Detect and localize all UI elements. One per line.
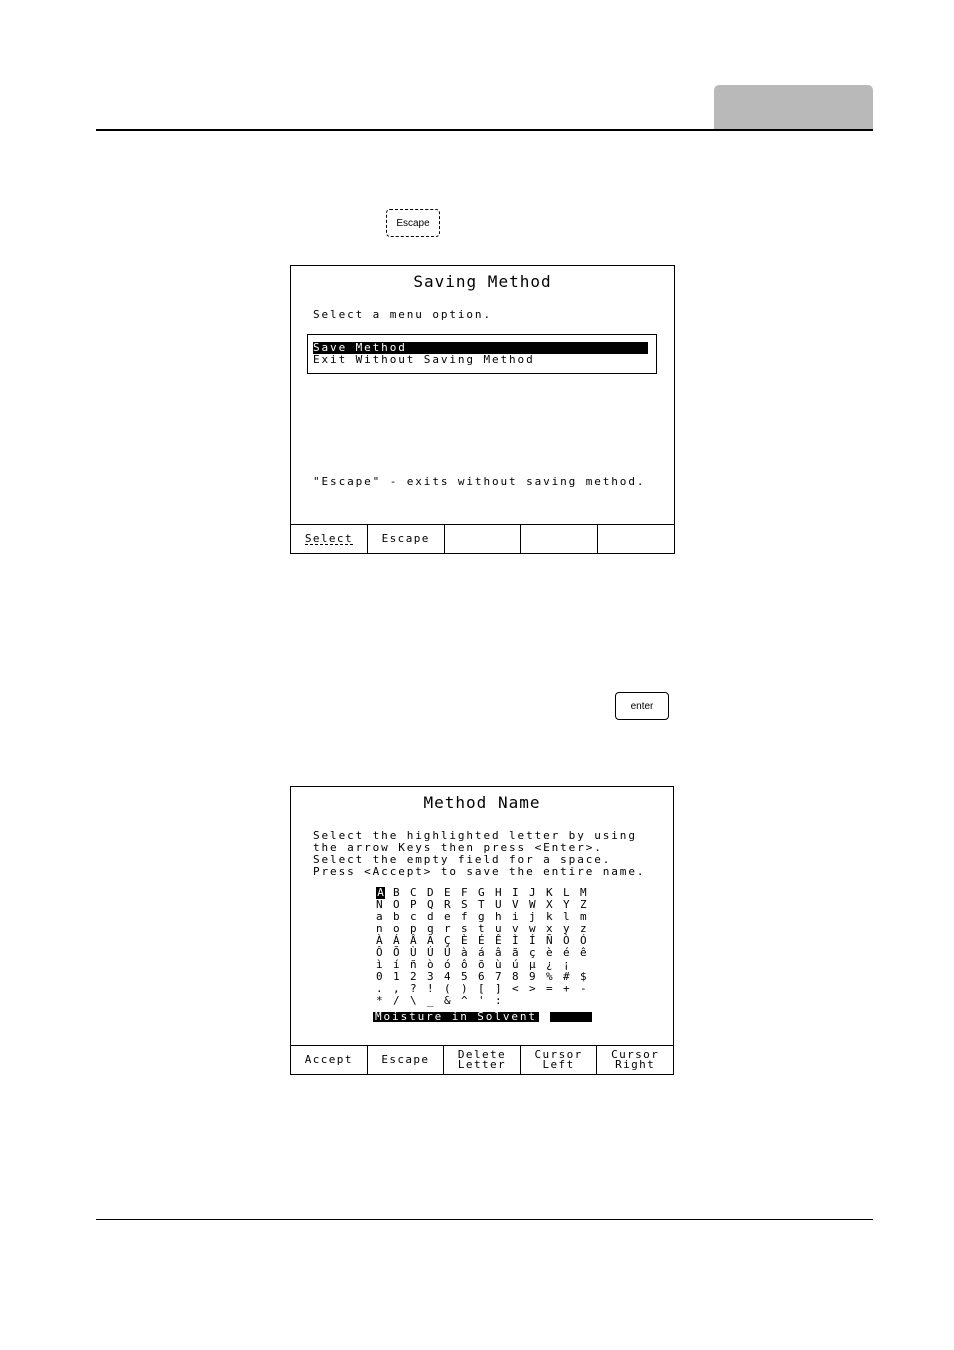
- grid-cell[interactable]: G: [478, 886, 485, 899]
- grid-cell[interactable]: T: [478, 898, 485, 911]
- grid-cell[interactable]: k: [546, 910, 553, 923]
- grid-cell[interactable]: o: [393, 922, 400, 935]
- grid-cell[interactable]: #: [563, 970, 570, 983]
- grid-cell[interactable]: ]: [495, 982, 502, 995]
- grid-cell[interactable]: Ñ: [546, 934, 553, 947]
- grid-cell[interactable]: F: [461, 886, 468, 899]
- grid-cell[interactable]: y: [563, 922, 570, 935]
- grid-cell[interactable]: [529, 995, 546, 1007]
- grid-cell[interactable]: é: [563, 946, 570, 959]
- grid-cell[interactable]: Ù: [410, 946, 417, 959]
- grid-cell[interactable]: [580, 995, 597, 1007]
- grid-cell[interactable]: s: [461, 922, 468, 935]
- grid-cell[interactable]: V: [512, 898, 519, 911]
- grid-cell[interactable]: Ã: [427, 934, 434, 947]
- grid-cell[interactable]: m: [580, 910, 587, 923]
- grid-cell[interactable]: [563, 995, 580, 1007]
- grid-cell[interactable]: *: [376, 994, 383, 1007]
- grid-cell[interactable]: á: [478, 946, 485, 959]
- grid-cell[interactable]: S: [461, 898, 468, 911]
- grid-cell[interactable]: J: [529, 886, 536, 899]
- grid-cell[interactable]: l: [563, 910, 570, 923]
- enter-key-label: enter: [630, 700, 654, 712]
- grid-cell[interactable]: ã: [512, 946, 519, 959]
- grid-cell[interactable]: 6: [478, 970, 485, 983]
- grid-cell[interactable]: q: [427, 922, 434, 935]
- grid-cell[interactable]: 7: [495, 970, 502, 983]
- space-field[interactable]: [550, 1012, 592, 1022]
- grid-cell[interactable]: R: [444, 898, 451, 911]
- instruction-line-3: Select the empty field for a space.: [313, 853, 612, 866]
- softkey-delete-letter[interactable]: Delete Letter: [444, 1046, 521, 1074]
- softkey-accept[interactable]: Accept: [291, 1046, 368, 1074]
- grid-cell[interactable]: N: [376, 898, 383, 911]
- grid-cell[interactable]: r: [444, 922, 451, 935]
- grid-cell[interactable]: c: [410, 910, 417, 923]
- grid-cell[interactable]: /: [393, 994, 400, 1007]
- grid-cell[interactable]: v: [512, 922, 519, 935]
- grid-cell[interactable]: i: [512, 910, 519, 923]
- instruction-line-1: Select the highlighted letter by using: [313, 829, 637, 842]
- grid-cell[interactable]: À: [376, 934, 383, 947]
- grid-cell[interactable]: U: [495, 898, 502, 911]
- menu-list: [307, 334, 657, 374]
- softkey-cursor-left[interactable]: Cursor Left: [521, 1046, 598, 1074]
- grid-cell[interactable]: (: [444, 982, 451, 995]
- grid-cell[interactable]: ú: [512, 958, 519, 971]
- grid-cell[interactable]: t: [478, 922, 485, 935]
- screen-prompt: Select a menu option.: [313, 308, 492, 321]
- grid-cell[interactable]: H: [495, 886, 502, 899]
- grid-cell[interactable]: <: [512, 982, 519, 995]
- grid-cell[interactable]: O: [393, 898, 400, 911]
- character-grid: [376, 887, 597, 1007]
- grid-cell[interactable]: 3: [427, 970, 434, 983]
- grid-cell[interactable]: .: [376, 982, 383, 995]
- grid-cell[interactable]: X: [546, 898, 553, 911]
- grid-cell[interactable]: x: [546, 922, 553, 935]
- grid-cell[interactable]: M: [580, 886, 587, 899]
- instruction-line-2: the arrow Keys then press <Enter>.: [313, 841, 603, 854]
- grid-cell[interactable]: Y: [563, 898, 570, 911]
- grid-cell[interactable]: É: [478, 934, 485, 947]
- grid-cell[interactable]: 5: [461, 970, 468, 983]
- grid-cell[interactable]: ^: [461, 994, 468, 1007]
- grid-cell[interactable]: Í: [529, 934, 536, 947]
- grid-cell[interactable]: Û: [444, 946, 451, 959]
- method-name-screen: [290, 786, 674, 1075]
- grid-cell[interactable]: í: [393, 958, 400, 971]
- softkey-bar: [291, 524, 674, 553]
- grid-cell[interactable]: I: [512, 886, 519, 899]
- softkey-blank-5[interactable]: [598, 525, 674, 553]
- grid-cell[interactable]: [512, 995, 529, 1007]
- grid-cell[interactable]: n: [376, 922, 383, 935]
- softkey-escape[interactable]: Escape: [368, 1046, 445, 1074]
- escape-key-icon: [386, 209, 440, 237]
- grid-cell[interactable]: ç: [529, 946, 536, 959]
- grid-cell[interactable]: z: [580, 922, 587, 935]
- grid-cell[interactable]: Â: [410, 934, 417, 947]
- method-name-field[interactable]: Moisture in Solvent: [375, 1010, 537, 1023]
- grid-cell[interactable]: ?: [410, 982, 417, 995]
- grid-cell[interactable]: à: [461, 946, 468, 959]
- grid-cell[interactable]: ¿: [546, 958, 553, 971]
- grid-cell[interactable]: Ê: [495, 934, 502, 947]
- grid-cell[interactable]: \: [410, 994, 417, 1007]
- grid-cell[interactable]: e: [444, 910, 451, 923]
- grid-cell[interactable]: >: [529, 982, 536, 995]
- escape-key-label: Escape: [396, 217, 430, 229]
- grid-cell[interactable]: 9: [529, 970, 536, 983]
- grid-cell[interactable]: è: [546, 946, 553, 959]
- grid-cell[interactable]: Z: [580, 898, 587, 911]
- enter-key-icon: [615, 692, 669, 720]
- screen-hint: "Escape" - exits without saving method.: [313, 475, 646, 488]
- softkey-select[interactable]: Select: [291, 525, 368, 553]
- grid-cell[interactable]: W: [529, 898, 536, 911]
- screen-title: Saving Method: [413, 272, 552, 291]
- menu-item-exit-without-saving[interactable]: Exit Without Saving Method: [313, 353, 535, 366]
- grid-row: [376, 995, 597, 1007]
- grid-cell[interactable]: ó: [444, 958, 451, 971]
- grid-cell[interactable]: ì: [376, 958, 383, 971]
- grid-cell[interactable]: j: [529, 910, 536, 923]
- grid-cell[interactable]: Á: [393, 934, 400, 947]
- grid-cell[interactable]: 0: [376, 970, 383, 983]
- grid-cell[interactable]: â: [495, 946, 502, 959]
- grid-cell[interactable]: d: [427, 910, 434, 923]
- grid-cell[interactable]: ò: [427, 958, 434, 971]
- softkey-blank-4[interactable]: [521, 525, 598, 553]
- softkey-cursor-right[interactable]: Cursor Right: [611, 1048, 660, 1071]
- grid-cell[interactable]: f: [461, 910, 468, 923]
- grid-cell[interactable]: &: [444, 994, 451, 1007]
- grid-cell[interactable]: h: [495, 910, 502, 923]
- grid-cell[interactable]: ': [478, 994, 485, 1007]
- grid-cell[interactable]: b: [393, 910, 400, 923]
- footer-rule: [96, 1219, 873, 1220]
- grid-cell[interactable]: ê: [580, 946, 587, 959]
- grid-cell[interactable]: Ò: [563, 934, 570, 947]
- header-rule: [96, 129, 873, 131]
- grid-cell[interactable]: ñ: [410, 958, 417, 971]
- grid-cell[interactable]: È: [461, 934, 468, 947]
- grid-cell[interactable]: ): [461, 982, 468, 995]
- grid-cell[interactable]: K: [546, 886, 553, 899]
- grid-cell[interactable]: Õ: [393, 946, 400, 959]
- grid-cell[interactable]: D: [427, 886, 434, 899]
- softkey-blank-3[interactable]: [445, 525, 522, 553]
- grid-cell[interactable]: Ì: [512, 934, 519, 947]
- grid-cell[interactable]: ù: [495, 958, 502, 971]
- grid-cell[interactable]: Ú: [427, 946, 434, 959]
- softkey-bar: [291, 1045, 673, 1074]
- section-tab: [714, 85, 873, 131]
- grid-cell[interactable]: a: [376, 910, 383, 923]
- saving-method-screen: [290, 265, 675, 554]
- grid-cell[interactable]: Ô: [376, 946, 383, 959]
- grid-cell[interactable]: 8: [512, 970, 519, 983]
- grid-cell[interactable]: ¡: [563, 958, 570, 971]
- grid-cell[interactable]: $: [580, 970, 587, 983]
- grid-cell[interactable]: L: [563, 886, 570, 899]
- grid-cell[interactable]: u: [495, 922, 502, 935]
- grid-cell[interactable]: A: [377, 886, 384, 899]
- grid-cell[interactable]: +: [563, 982, 570, 995]
- grid-cell[interactable]: 2: [410, 970, 417, 983]
- screen-title: Method Name: [423, 793, 541, 812]
- grid-cell[interactable]: =: [546, 982, 553, 995]
- grid-cell[interactable]: B: [393, 886, 400, 899]
- grid-cell[interactable]: Q: [427, 898, 434, 911]
- grid-cell[interactable]: P: [410, 898, 417, 911]
- grid-cell[interactable]: Ç: [444, 934, 451, 947]
- grid-cell[interactable]: 1: [393, 970, 400, 983]
- grid-cell[interactable]: Ó: [580, 934, 587, 947]
- grid-cell[interactable]: _: [427, 994, 434, 1007]
- grid-cell[interactable]: E: [444, 886, 451, 899]
- grid-cell[interactable]: g: [478, 910, 485, 923]
- menu-item-save-method[interactable]: Save Method: [313, 342, 648, 354]
- grid-cell[interactable]: w: [529, 922, 536, 935]
- grid-cell[interactable]: ô: [461, 958, 468, 971]
- grid-cell[interactable]: µ: [529, 958, 536, 971]
- grid-cell[interactable]: %: [546, 970, 553, 983]
- instruction-line-4: Press <Accept> to save the entire name.: [313, 865, 646, 878]
- grid-cell[interactable]: [: [478, 982, 485, 995]
- grid-cell[interactable]: !: [427, 982, 434, 995]
- softkey-escape[interactable]: Escape: [368, 525, 445, 553]
- grid-cell[interactable]: õ: [478, 958, 485, 971]
- grid-cell[interactable]: C: [410, 886, 417, 899]
- grid-cell[interactable]: p: [410, 922, 417, 935]
- grid-cell[interactable]: -: [580, 982, 587, 995]
- grid-cell[interactable]: [546, 995, 563, 1007]
- grid-cell[interactable]: ,: [393, 982, 400, 995]
- grid-cell[interactable]: 4: [444, 970, 451, 983]
- grid-cell[interactable]: :: [495, 994, 502, 1007]
